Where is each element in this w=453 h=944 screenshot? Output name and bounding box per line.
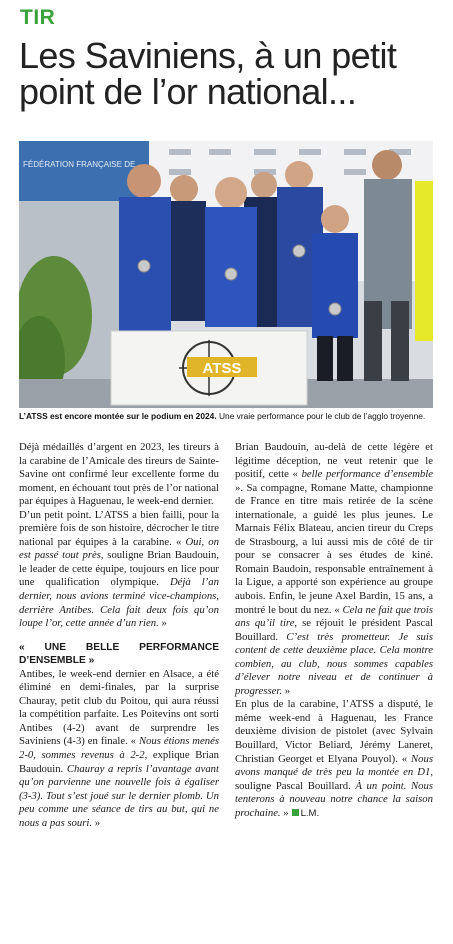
banner-logo-text: ATSS bbox=[202, 360, 242, 377]
paragraph-4 bbox=[235, 441, 433, 698]
article-column-2 bbox=[235, 441, 433, 820]
text-run: souligne Pascal Bouillard. bbox=[235, 779, 351, 792]
text-run: ». Sa compagne, Romane Matte, championne de France en titre mais retirée de la scène internationale, a guidé les plus jeunes. Le Marnais Félix Blateau, ancien tireur du Creps de Strasbourg, a lui aussi mis de côté de tir pour se consacrer à ses études de kiné. Romain Baudoin, responsable entraînement à la Ligue, a apporté son expérience au groupe aubois. Enfin, le jeune Axel Bardin, 15 ans, a montré le bout du nez. « bbox=[235, 481, 433, 616]
caption-rest: Une vraie performance pour le club de l’agglo troyenne. bbox=[216, 411, 426, 421]
text-run: » bbox=[280, 806, 289, 819]
text-run: explique Brian Baudouin. bbox=[19, 749, 219, 775]
subheading: « UNE BELLE PERFORMANCE D’ENSEMBLE » bbox=[19, 641, 219, 667]
signature-square-icon bbox=[292, 809, 299, 816]
paragraph-2 bbox=[19, 509, 219, 631]
quote-run: Déjà l’an dernier, nous avions terminé vice-champions, derrière Antibes. Cela fait deux fois qu’on loupe l’or, cette année d’un rien. bbox=[19, 576, 219, 630]
quote-run: belle performance d’ensemble bbox=[297, 468, 433, 481]
quote-run: Oui, on est passé tout près bbox=[19, 535, 219, 562]
text-run: » bbox=[158, 617, 167, 630]
paragraph-intro: Déjà médaillés d’argent en 2023, les tireurs à la carabine de l’Amicale des tireurs de Sainte-Savine ont confirmé leur excellente forme du moment, en échouant tout près de l’or national par équipes à Haguenau, le week-end dernier. bbox=[19, 441, 219, 508]
headline-line-2: point de l’or national... bbox=[19, 71, 357, 112]
paragraph-5 bbox=[235, 698, 433, 820]
team-photo bbox=[19, 141, 433, 408]
caption-lead: L’ATSS est encore montée sur le podium en 2024. bbox=[19, 411, 217, 421]
section-rubric: TIR bbox=[20, 6, 56, 29]
paragraph-3 bbox=[19, 668, 219, 831]
text-run: Antibes, le week-end dernier en Alsace, a été éliminé en demi-finales, par la surprise Chauray, petit club du Poitou, qui aura réussi la compétition parfaite. Les Poitevins ont sorti Antibes (4-2) avant de surprendre les Saviniens (4-3) en finale. « bbox=[19, 667, 219, 748]
author-signature: L.M. bbox=[300, 807, 320, 819]
text-run: se réjouit le président Pascal Bouillard. bbox=[235, 617, 433, 643]
text-run: Brian Baudouin, au-delà de cette légère et légitime déception, ne veut retenir que le positif, cette « bbox=[235, 441, 433, 481]
article-column-1 bbox=[19, 441, 219, 830]
text-run: » bbox=[92, 816, 101, 829]
headline-line-1: Les Saviniens, à un petit bbox=[19, 35, 397, 76]
text-run: , souligne Brian Baudouin, le leader de cette équipe, toujours en lice pour une qualification olympique. bbox=[19, 549, 219, 589]
quote-run: À un point. Nous tenterons à nouveau notre chance la saison prochaine. bbox=[235, 779, 433, 819]
quote-run: C’est très prometteur. Je suis content de cette deuxième place. Cela montre combien, au club, nous sommes capables d’élever notre niveau et de continuer à progresser. bbox=[235, 630, 433, 697]
text-run: » bbox=[282, 684, 291, 697]
photo-caption bbox=[19, 411, 435, 422]
text-run: D’un petit point. L’ATSS a bien failli, pour la première fois de son histoire, décrocher le titre national par équipes à la carabine. « bbox=[19, 508, 219, 548]
backdrop-text: FÉDÉRATION FRANÇAISE DE bbox=[23, 160, 136, 169]
text-run: En plus de la carabine, l’ATSS a disputé, le même week-end à Haguenau, les France deuxième division de pistolet (avec Sylvain Bouillard, Victor Beliard, Jérémy Laneret, Christian Georget et Elyana Pouyol). « bbox=[235, 698, 433, 765]
quote-run: Nous étions menés 2-0, sommes revenus à 2-2, bbox=[19, 735, 219, 762]
spacer bbox=[19, 631, 219, 641]
article-headline bbox=[19, 35, 439, 112]
quote-run: Cela ne fait que trois ans qu’il tire, bbox=[235, 603, 433, 630]
quote-run: Nous avons manqué de très peu la montée en D1, bbox=[235, 752, 433, 779]
quote-run: Chauray a repris l’avantage avant qu’on parvienne une nouvelle fois à égaliser (3-3). Tout s’est joué sur le dernier plomb. Un peu comme une séance de tirs au but, qui ne nous a pas souri. bbox=[19, 762, 219, 829]
